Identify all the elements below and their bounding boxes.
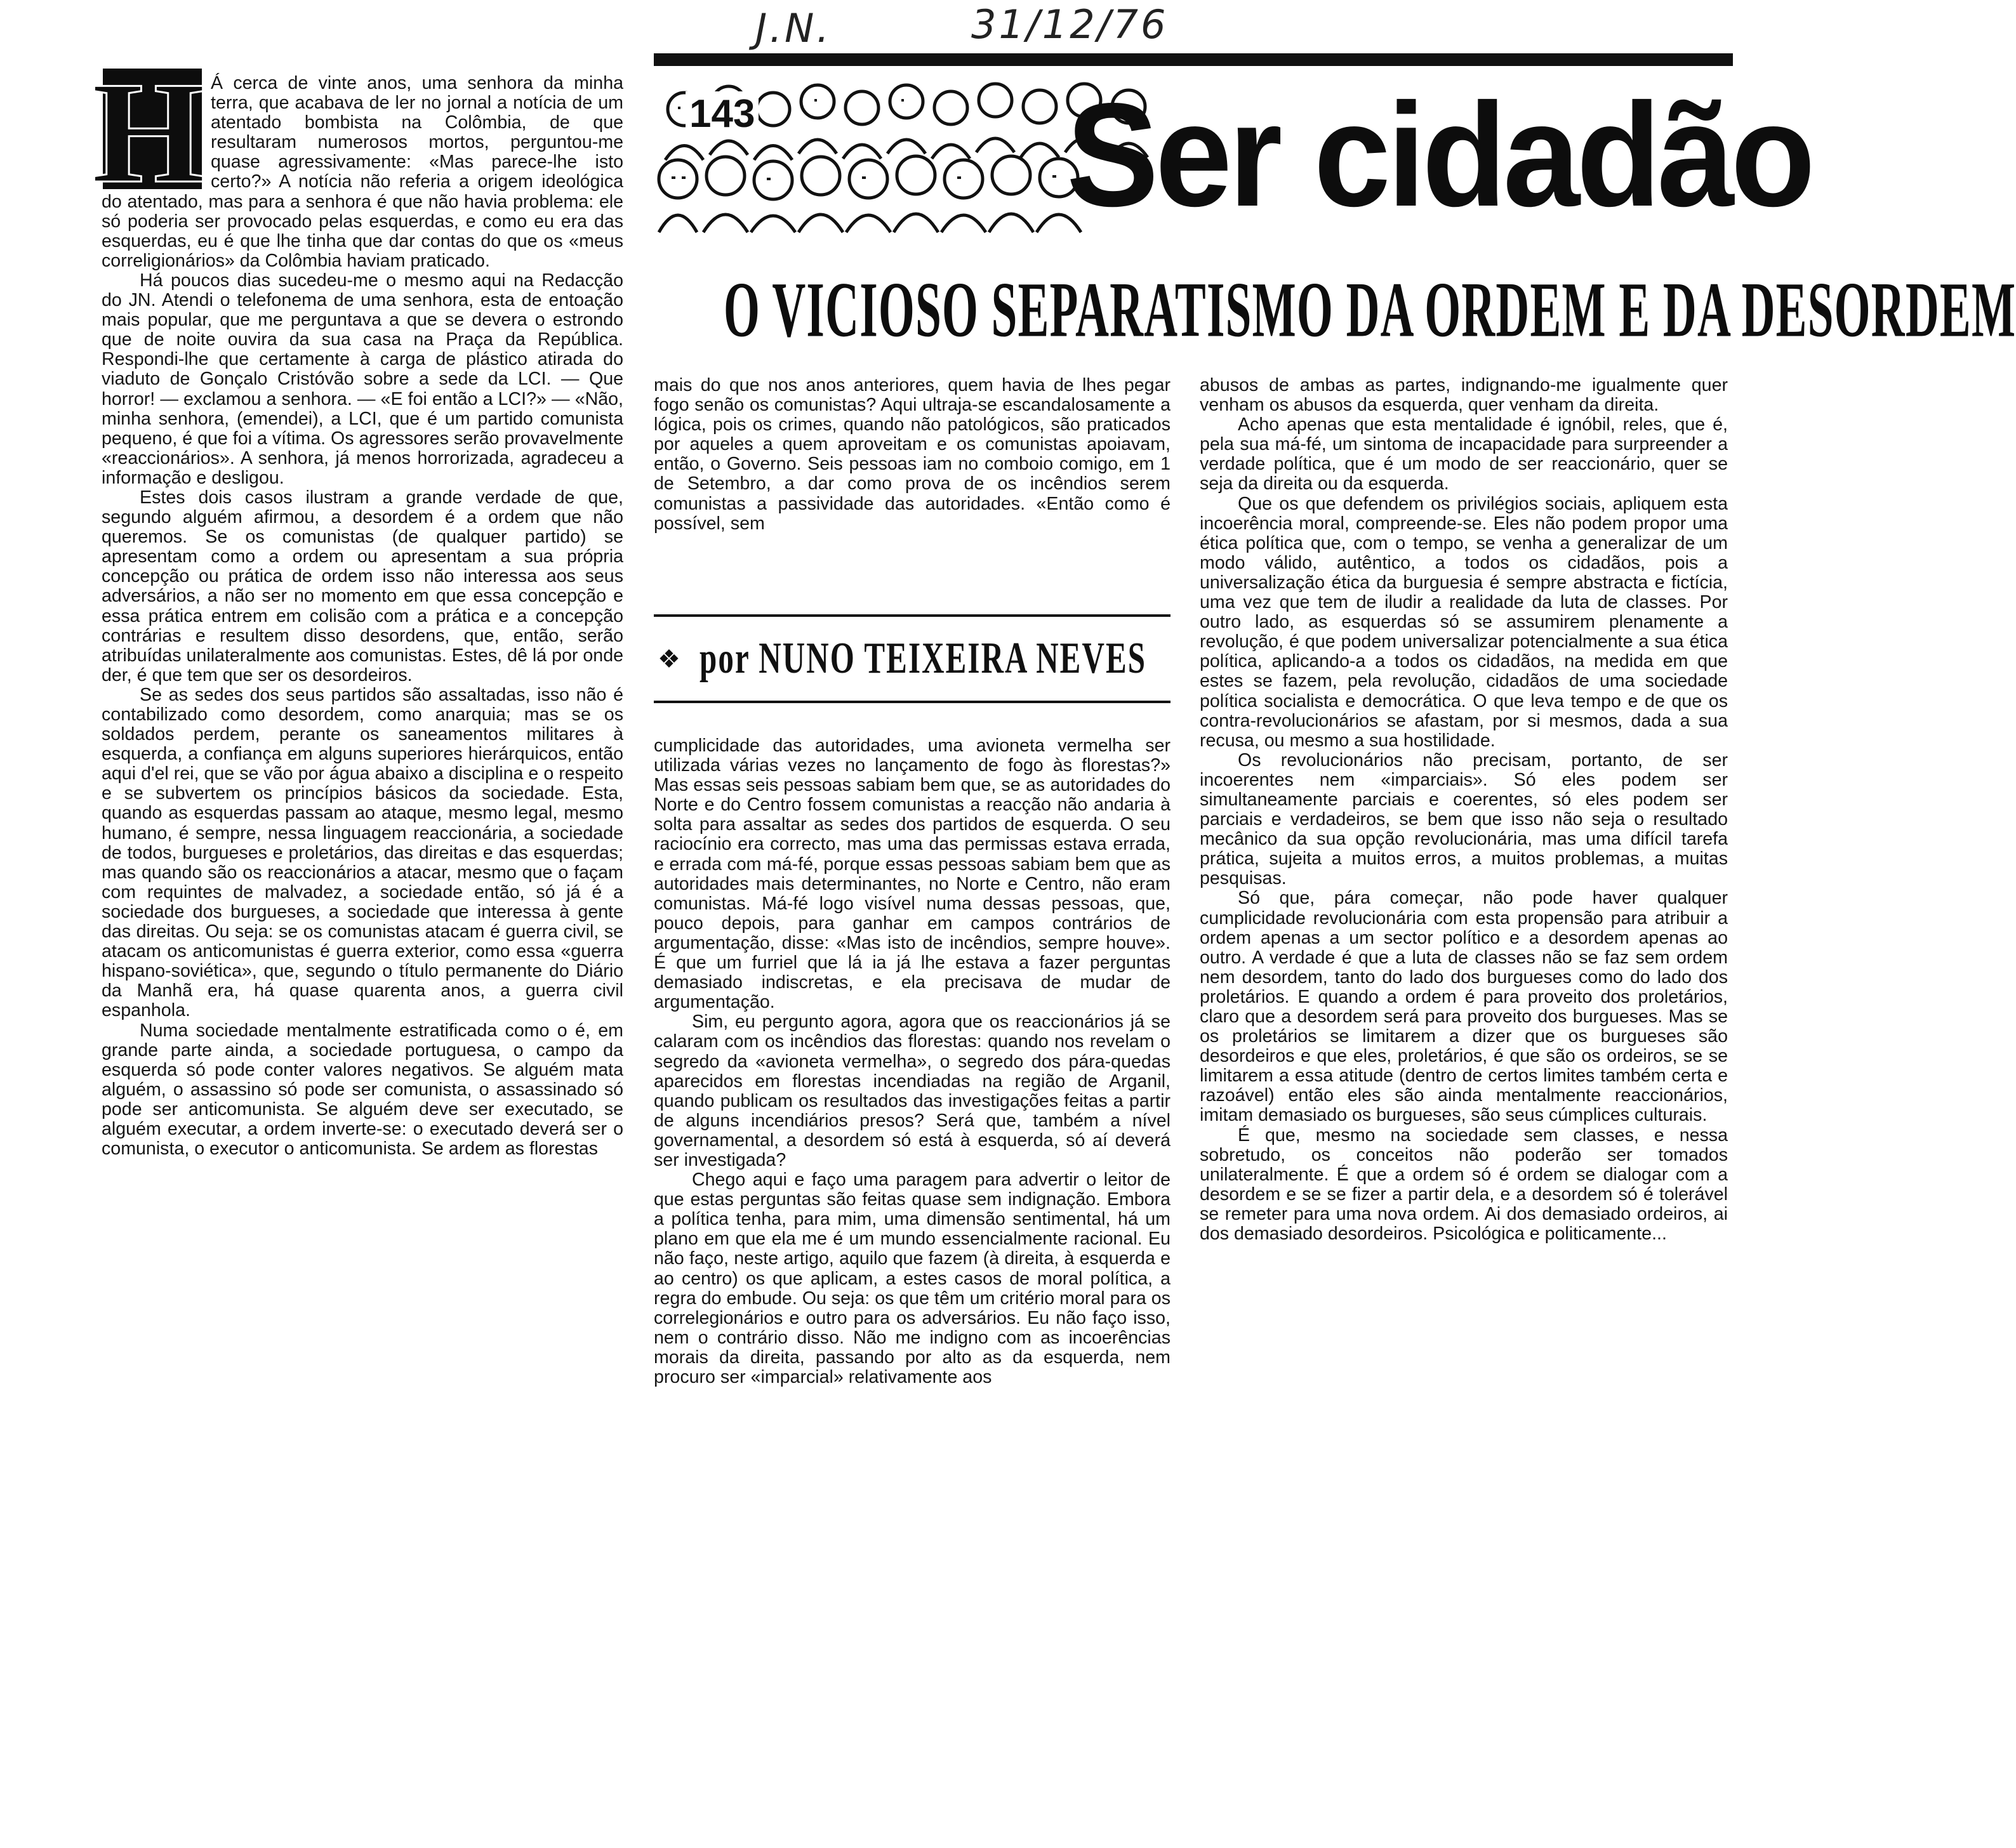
headline-banner [654,53,1812,239]
article-column-1 [91,51,623,1159]
headline-title: Ser cidadão [1066,73,1812,237]
col2-paragraph: Chego aqui e faço uma paragem para advertir o leitor de que estas perguntas são feitas quase sem indignação. Embora a política tenha, para mim, uma dimensão sentimental, há um plano em que ela me é um mundo essencialmente racional. Eu não faço, neste artigo, aquilo que fazem (à direita, à esquerda e ao centro) os que aplicam, a estes casos de moral política, a regra do embude. Ou seja: os que têm um critério moral para os correlegionários e outro para os adversários. Eu não faço isso, nem o contrário disso. Não me indigno com as incoerências morais da direita, passando por alto as da esquerda, nem procuro ser «imparcial» relativamente aos [654,1170,1170,1387]
col3-paragraph: Os revolucionários não precisam, portanto, de ser incoerentes nem «imparciais». Só eles podem ser simultaneamente parciais e coerentes, só eles podem ser parciais e verdadeiros, se bem que isso não seja o resultado mecânico da sua opção revolucionária, mas uma difícil tarefa prática, sujeita a muitos erros, a muitos problemas, a muitas pesquisas. [1200,749,1728,889]
subtitle: O VICIOSO SEPARATISMO DA ORDEM E DA DESORDEM [724,266,2016,353]
col1-paragraph: Á cerca de vinte anos, uma senhora da minha terra, que acabava de ler no jornal a notícia de um atentado bombista na Colômbia, de que resultaram numerosos mortos, perguntou-me quase agressivamente: «Mas parece-lhe isto certo?» A notícia não referia a origem ideológica do atentado, mas para a senhora é que não havia problema: ele só poderia ser provocado pelas esquerdas, e como eu era das esquerdas, eu é que lhe tinha que dar contas do que os «meus correligionários» da Colômbia haviam praticado. [102,73,623,271]
col3-paragraph: abusos de ambas as partes, indignando-me igualmente quer venham os abusos da esquerda, quer venham da direita. [1200,375,1728,416]
col3-paragraph: Acho apenas que esta mentalidade é ignóbil, reles, que é, pela sua má-fé, um sintoma de incapacidade para surpreender a verdade política, que é um modo de ser reaccionário, quer se seja da direita ou da esquerda. [1200,414,1728,494]
drop-cap-letter-h [91,51,206,213]
col3-paragraph: É que, mesmo na sociedade sem classes, e nessa sobretudo, os conceitos não poderão ser tomados unilateralmente. É que a ordem só é ordem se dialogar com a desordem e se se fizer a partir dela, e a desordem só é tolerável se remeter para uma nova ordem. Ai dos demasiado ordeiros, ai dos demasiado desordeiros. Psicológica e politicamente... [1200,1125,1728,1244]
col1-paragraph: Estes dois casos ilustram a grande verdade de que, segundo alguém afirmou, a desordem é a ordem que não queremos. Se os comunistas (de qualquer partido) se apresentam como a ordem ou apresentam a sua própria concepção ou prática de ordem isso não interessa aos seus adversários, a não ser no momento em que essa concepção e essa prática entrem em colisão com a prática e a concepção contrárias e resultem disso desordens, que, então, serão atribuídas unilateralmente aos comunistas. Estes, dê lá por onde der, é que tem que ser os desordeiros. [102,487,623,685]
drop-cap-text: H [91,51,206,213]
col3-paragraph: Só que, pára começar, não pode haver qualquer cumplicidade revolucionária com esta propensão para atribuir a ordem apenas a um sector político e a desordem apenas ao outro. A verdade é que a luta de classes não se faz sem ordem nem desordem, tanto do lado dos burgueses como do lado dos proletários. E quando a ordem é para proveito dos proletários, claro que a desordem será para proveito dos burgueses. Mas se os proletários se limitarem a dizer que os burgueses são desordeiros e que eles, proletários, é que são os ordeiros, se se limitarem a essa atitude (dentro de certos limites também certa e razoável) então eles são ainda mentalmente reaccionários, imitam demasiado os burgueses, são seus cúmplices culturais. [1200,888,1728,1126]
col1-paragraph: Se as sedes dos seus partidos são assaltadas, isso não é contabilizado como desordem, como anarquia; mas se os soldados perdem, perante os saneamentos militares à esquerda, a confiança em alguns superiores hierárquicos, então aqui d'el rei, que se vão por água abaixo a disciplina e o respeito e se subvertem os princípios básicos da sociedade. Esta, quando as esquerdas passam ao ataque, mesmo legal, mesmo humano, é sempre, nessa linguagem reaccionária, a sociedade de todos, burgueses e proletários, das direitas e das esquerdas; mas quando são os reaccionários a atacar, mesmo que o façam com requintes de malvadez, a sociedade então, só já é a sociedade dos burgueses, a sociedade que interessa à gente das direitas. Ou seja: se os comunistas atacam é guerra civil, se atacam os anticomunistas é guerra exterior, como essa «guerra hispano-soviética», que, segundo o título permanente do Diário da Manhã era, há quase quarenta anos, a guerra civil espanhola. [102,684,623,1021]
drop-cap [91,51,206,213]
byline [654,614,1170,703]
column-number: 143 [686,91,759,136]
col3-paragraph: Que os que defendem os privilégios sociais, apliquem esta incoerência moral, compreende-se. Eles não podem propor uma ética política que, com o tempo, se venha a generalizar de um modo válido, autêntico, a todos os cidadãos, pois a universalização ética da burguesia é sempre abstracta e fictícia, uma vez que tem de iludir a realidade da luta de classes. Por outro lado, as esquerdas só se assumirem plenamente a revolução, é que podem universalizar potencialmente a sua ética política, aplicando-a a todos os cidadãos, na medida em que estes se fazem, pela revolução, cidadãos de uma sociedade política socialista e democrática. O que leva tempo e de que os contra-revolucionários se afastam, por si mesmos, dada a sua recusa, ou mesmo a sua hostilidade. [1200,493,1728,751]
handwritten-date: 31/12/76 [971,1,1169,48]
col1-paragraph: Numa sociedade mentalmente estratificada como o é, em grande parte ainda, a sociedade portuguesa, o campo da esquerda só pode conter valores negativos. Se alguém mata alguém, o assassino só pode ser comunista, o assassinado só pode ser anticomunista. Se alguém deve ser executado, se alguém executar, a ordem inverte-se: o executado deverá ser o comunista, o executor o anticomunista. Se ardem as florestas [102,1020,623,1159]
col2-paragraph: mais do que nos anos anteriores, quem havia de lhes pegar fogo senão os comunistas? Aqui ultraja-se escandalosamente a lógica, pois os crimes, quando não patológicos, são praticados por aqueles a quem aproveitam e os comunistas apoiavam, então, o Governo. Seis pessoas iam no comboio comigo, em 1 de Setembro, a dar como prova de os incêndios serem comunistas a passividade das autoridades. «Então como é possível, sem [654,375,1170,534]
handwritten-note [755,0,1200,51]
article-column-2-top [654,376,1170,534]
col2-paragraph: Sim, eu pergunto agora, agora que os reaccionários já se calaram com os incêndios das florestas: quando nos revelam o segredo da «avioneta vermelha», o segredo dos pára-quedas aparecidos em florestas incendiadas na região de Arganil, quando publicam os resultados das investigações feitas a partir de alguns incendiários presos? Será que, também a nível governamental, a desordem só está à esquerda, só aí deverá ser investigada? [654,1012,1170,1170]
byline-text: por NUNO TEIXEIRA NEVES [700,634,1147,683]
col2-paragraph: cumplicidade das autoridades, uma avioneta vermelha ser utilizada várias vezes no lançamento de fogo às florestas?» Mas essas seis pessoas sabiam bem que, se as autoridades do Norte e do Centro fossem comunistas a reacção não andaria à solta para assaltar as sedes dos partidos de esquerda. O seu raciocínio era correcto, mas uma das permissas estava errada, e errada com má-fé, porque essas pessoas sabiam bem que as autoridades mais determinantes, no Norte e Centro, não eram comunistas. Má-fé logo visível numa dessas pessoas, que, pouco depois, para ganhar em campos contrários de argumentação, disse: «Mas isto de incêndios, sempre houve». É que um furriel que lá ia já lhe estava a fazer perguntas demasiado indiscretas, e ela precisava de mudar de argumentação. [654,736,1170,1013]
col1-paragraph: Há poucos dias sucedeu-me o mesmo aqui na Redacção do JN. Atendi o telefonema de uma senhora, esta de entoação mais popular, que me perguntava a que se devera o estrondo que de noite ouvira da sua casa na Praça da República. Respondi-lhe que certamente à carga de plástico atirada do viaduto de Gonçalo Cristóvão sobre a sede da LCI. — Que horror! — exclamou a senhora. — «E foi então a LCI?» — «Não, minha senhora, (emendei), a LCI, que é um partido comunista pequeno, é que foi a vítima. Os agressores serão provavelmente «reaccionários». A senhora, já menos horrorizada, agradeceu a informação e desligou. [102,270,623,488]
article-column-2-bottom [654,736,1170,1387]
article-column-3 [1200,376,1728,1244]
handwritten-source: J.N. [755,5,832,51]
banner-top-rule [654,53,1733,66]
byline-ornament-icon: ❖ [658,645,680,673]
